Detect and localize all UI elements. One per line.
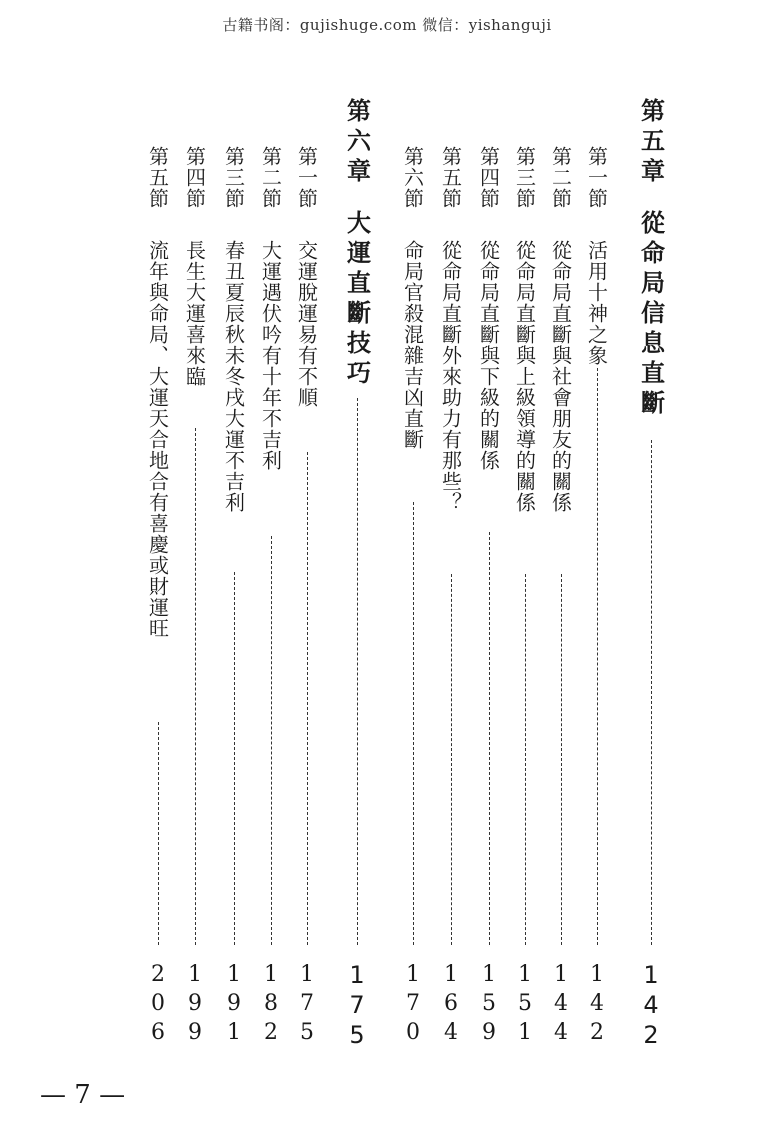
leader-dots xyxy=(525,574,526,945)
section-title: 春丑夏辰秋未冬戌大運不吉利 xyxy=(221,240,246,513)
leader-dots xyxy=(158,722,159,945)
leader-dots xyxy=(195,428,196,945)
section-title: 交運脫運易有不順 xyxy=(294,240,319,408)
leader-dots xyxy=(561,574,562,945)
section-title: 長生大運喜來臨 xyxy=(182,240,207,387)
section-label: 第五節 xyxy=(438,146,463,209)
section-label: 第二節 xyxy=(548,146,573,209)
section-page: 142 xyxy=(590,962,604,1045)
chapter-5-title: 從命局信息直斷 xyxy=(636,210,665,420)
section-label: 第六節 xyxy=(400,146,425,209)
section-page: 151 xyxy=(518,962,532,1045)
page-number: — 7 — xyxy=(40,1080,126,1110)
section-label: 第二節 xyxy=(258,146,283,209)
section-page: 182 xyxy=(264,962,278,1045)
leader-dots xyxy=(357,398,358,945)
section-page: 191 xyxy=(227,962,241,1045)
section-page: 144 xyxy=(554,962,568,1045)
section-page: 164 xyxy=(444,962,458,1045)
section-label: 第一節 xyxy=(294,146,319,209)
leader-dots xyxy=(234,572,235,945)
section-page: 199 xyxy=(188,962,202,1045)
section-title: 從命局直斷與上級領導的關係 xyxy=(512,240,537,513)
section-page: 175 xyxy=(300,962,314,1045)
section-title: 命局官殺混雜吉凶直斷 xyxy=(400,240,425,450)
section-page: 170 xyxy=(406,962,420,1045)
section-title: 活用十神之象 xyxy=(584,240,609,366)
section-title: 從命局直斷與下級的關係 xyxy=(476,240,501,471)
leader-dots xyxy=(597,368,598,945)
section-label: 第三節 xyxy=(221,146,246,209)
watermark-text: 古籍书阁：gujishuge.com 微信：yishanguji xyxy=(222,16,552,34)
section-title: 大運遇伏吟有十年不吉利 xyxy=(258,240,283,471)
chapter-6-title: 大運直斷技巧 xyxy=(342,210,371,390)
section-label: 第一節 xyxy=(584,146,609,209)
leader-dots xyxy=(271,536,272,945)
section-page: 159 xyxy=(482,962,496,1045)
section-label: 第五節 xyxy=(145,146,170,209)
section-label: 第四節 xyxy=(476,146,501,209)
section-title: 流年與命局、大運天合地合有喜慶或財運旺 xyxy=(145,240,170,639)
leader-dots xyxy=(413,502,414,945)
chapter-6-page: 175 xyxy=(349,961,365,1049)
section-title: 從命局直斷外來助力有那些？ xyxy=(438,240,463,513)
chapter-5-label: 第五章 xyxy=(636,98,665,188)
leader-dots xyxy=(451,574,452,945)
leader-dots xyxy=(489,532,490,945)
leader-dots xyxy=(307,452,308,945)
section-title: 從命局直斷與社會朋友的關係 xyxy=(548,240,573,513)
section-label: 第四節 xyxy=(182,146,207,209)
section-label: 第三節 xyxy=(512,146,537,209)
section-page: 206 xyxy=(151,962,165,1045)
chapter-6-label: 第六章 xyxy=(342,98,371,188)
chapter-5-page: 142 xyxy=(643,961,659,1049)
leader-dots xyxy=(651,440,652,945)
